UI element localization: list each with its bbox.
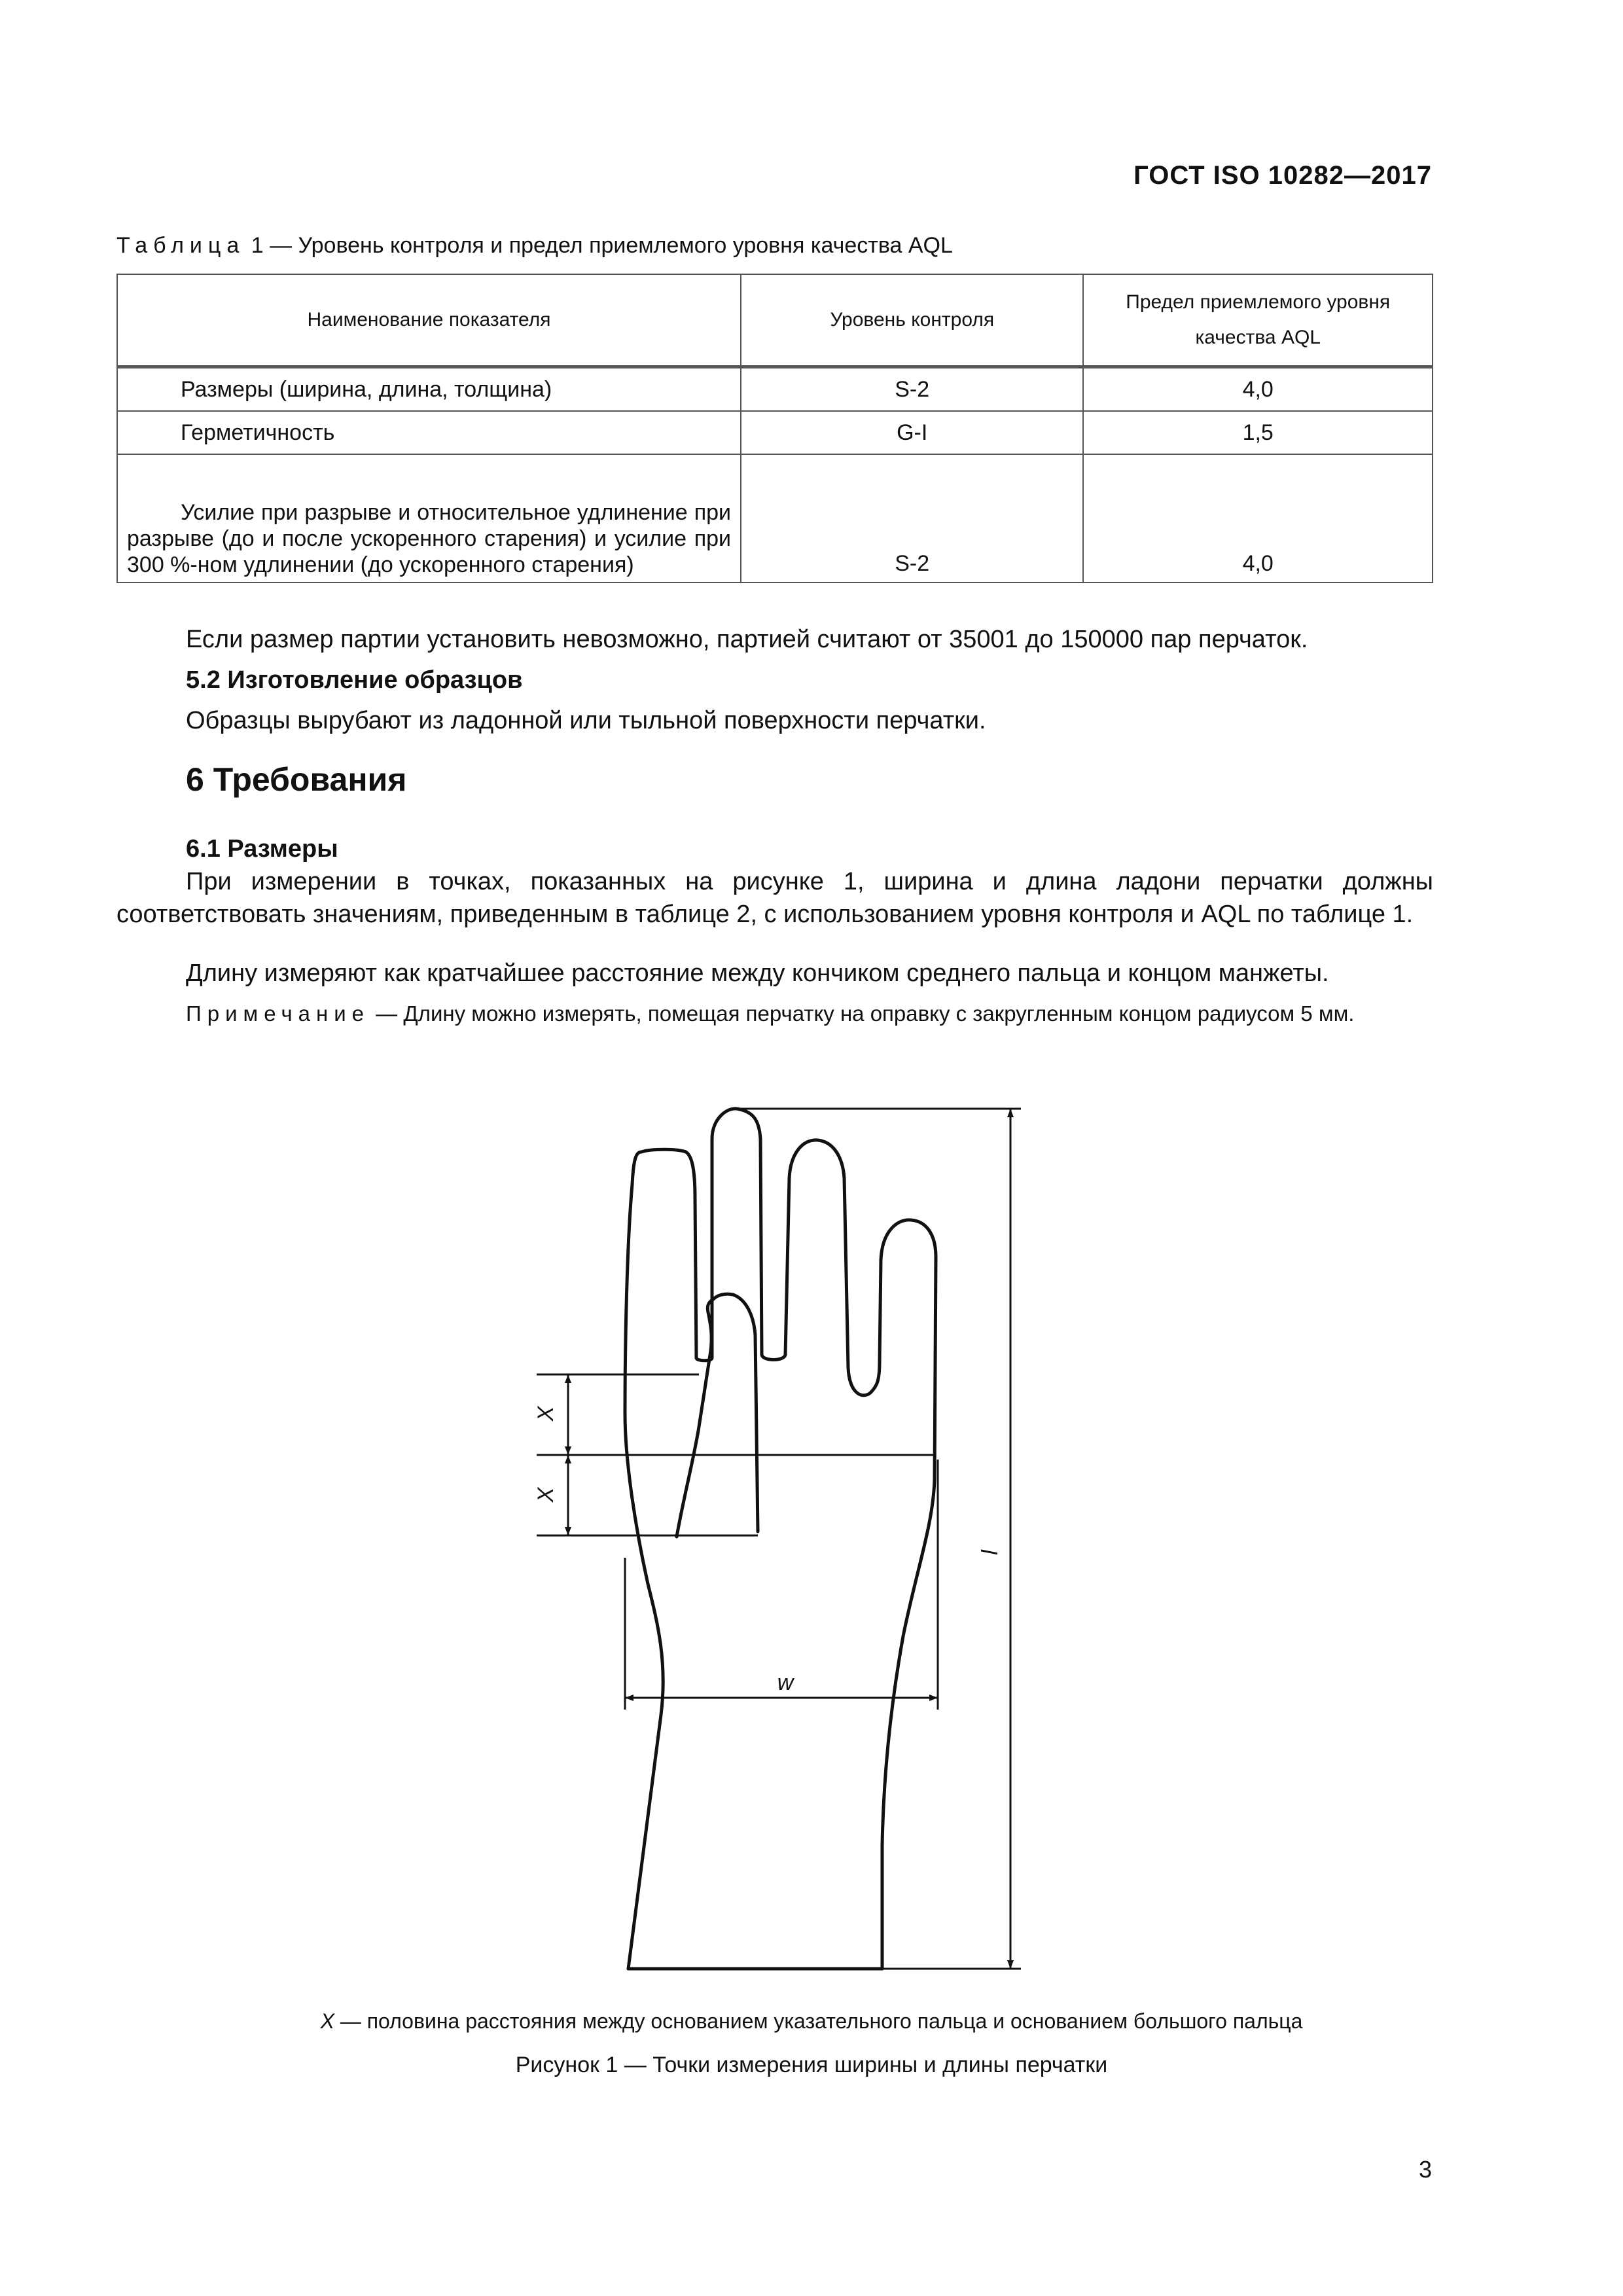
label-x-lower: X (533, 1487, 558, 1503)
glove-outline (622, 1109, 936, 1969)
note-text: — Длину можно измерять, помещая перчатку на оправку с закругленным концом радиусом 5 мм. (370, 1001, 1355, 1026)
section-5-2-text: Образцы вырубают из ладонной или тыльной поверхности перчатки. (186, 707, 986, 734)
row-aql: 1,5 (1083, 411, 1433, 454)
legend-symbol: X (320, 2009, 334, 2033)
paragraph-lot-size: Если размер партии установить невозможно, партией считают от 35001 до 150000 пар перчаток. (186, 626, 1308, 653)
dimension-lines (537, 1109, 1021, 1969)
section-6-1-title: 6.1 Размеры (186, 835, 338, 863)
row-name: Герметичность (117, 411, 741, 454)
note-word: Примечание (186, 1001, 370, 1026)
figure-labels (533, 1405, 1003, 1695)
table-caption-text: 1 — Уровень контроля и предел приемлемого уровня качества AQL (245, 233, 953, 258)
section-6-1-text: При измерении в точках, показанных на рисунке 1, ширина и длина ладони перчатки должны соответствовать значениям, приведенным в таблице 2, с использованием уровня контроля и AQL по таблице 1. (116, 868, 1433, 928)
row-name: Размеры (ширина, длина, толщина) (117, 367, 741, 412)
page-number: 3 (1418, 2156, 1432, 2183)
row-aql: 4,0 (1083, 454, 1433, 583)
row-level: S-2 (741, 367, 1083, 412)
column-header-level: Уровень контроля (741, 274, 1083, 367)
row-aql: 4,0 (1083, 367, 1433, 412)
label-width: w (777, 1670, 794, 1695)
section-6-1-length-text: Длину измеряют как кратчайшее расстояние между кончиком среднего пальца и концом манжеты. (186, 960, 1329, 987)
table-caption-word: Таблица (116, 233, 245, 258)
section-6-title: 6 Требования (186, 761, 407, 798)
label-length: l (978, 1550, 1003, 1555)
row-name: Усилие при разрыве и относительное удлинение при разрыве (до и после ускоренного старения) и усилие при 300 %-ном удлинении (до ускоренного старения) (117, 454, 741, 583)
column-header-name: Наименование показателя (117, 274, 741, 367)
section-5-2-title: 5.2 Изготовление образцов (186, 666, 523, 694)
column-header-aql: Предел приемлемого уровня качества AQL (1083, 274, 1433, 367)
figure-legend (0, 2009, 1623, 2034)
row-level: G-I (741, 411, 1083, 454)
document-code: ГОСТ ISO 10282—2017 (1133, 161, 1432, 190)
figure-title: Рисунок 1 — Точки измерения ширины и длины перчатки (515, 2053, 1108, 2077)
row-level: S-2 (741, 454, 1083, 583)
legend-text: — половина расстояния между основанием указательного пальца и основанием большого пальца (334, 2009, 1303, 2033)
label-x-upper: X (533, 1406, 558, 1422)
